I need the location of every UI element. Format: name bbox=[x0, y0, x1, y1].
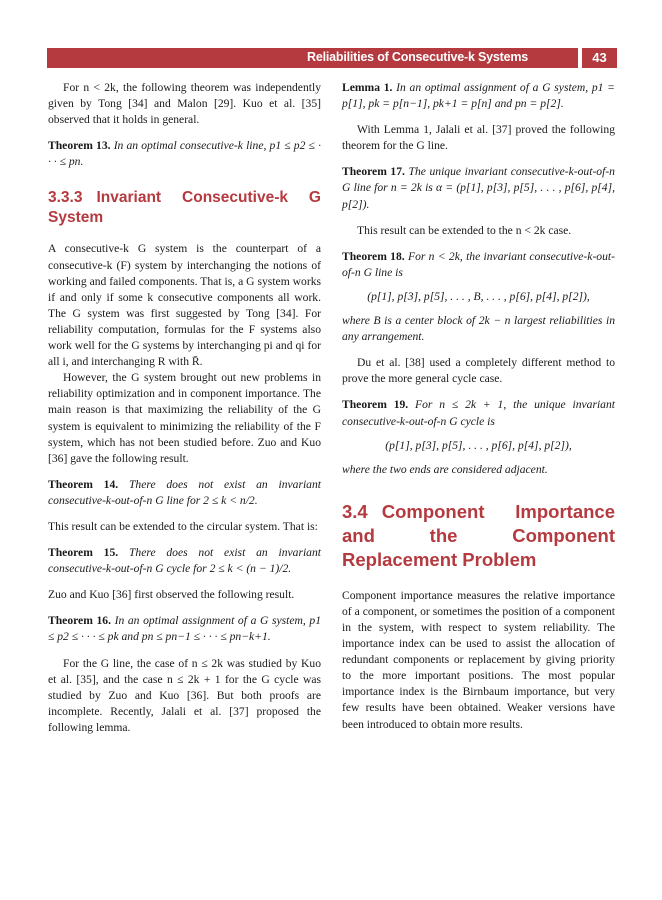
theorem-label: Theorem 14. bbox=[48, 477, 119, 491]
paragraph: With Lemma 1, Jalali et al. [37] proved the following theorem for the G line. bbox=[342, 123, 615, 153]
theorem-19 bbox=[342, 397, 615, 429]
theorem-text: There does not exist an invariant consecutive-k-out-of-n G cycle for 2 ≤ k < (n − 1)/2. bbox=[48, 546, 321, 576]
section-title: Component Importance and the Component Replacement Problem bbox=[342, 500, 615, 570]
lemma-1 bbox=[342, 80, 615, 112]
paragraph: Du et al. [38] used a completely different method to prove the more general cycle case. bbox=[342, 356, 615, 386]
theorem-label: Theorem 15. bbox=[48, 546, 119, 560]
left-column bbox=[48, 80, 321, 736]
theorem-text: In an optimal assignment of a G system, p1 ≤ p2 ≤ · · · ≤ pk and pn ≤ pn−1 ≤ · · · ≤ pn−k+1. bbox=[48, 614, 321, 644]
running-title: Reliabilities of Consecutive-k Systems bbox=[307, 50, 528, 64]
header-bar bbox=[47, 48, 578, 68]
theorem-text: The unique invariant consecutive-k-out-of-n G line for n = 2k is α = (p[1], p[3], p[5], . . . , p[6], p[4], p[2]). bbox=[342, 165, 615, 211]
paragraph: However, the G system brought out new problems in reliability optimization and in component importance. The main reason is that maximizing the reliability of the G system is equivalent to minimizing the reliability of the F system, which has not been studied before. Zuo and Kuo [36] gave the following result. bbox=[48, 371, 321, 465]
paragraph: A consecutive-k G system is the counterpart of a consecutive-k (F) system by interchanging the notions of working and failed components. That is, a G system works if and only if some k consecutive components all work. The G system was first suggested by Tong [34]. For reliability computation, formulas for the F systems also work well for the G systems by interchanging pi and qi for all i, and interchanging R with R̄. bbox=[48, 242, 321, 369]
theorem-16 bbox=[48, 613, 321, 645]
theorem-text: In an optimal consecutive-k line, p1 ≤ p2 ≤ · · · ≤ pn. bbox=[48, 139, 321, 169]
theorem-18 bbox=[342, 249, 615, 281]
section-number: 3.3.3 bbox=[48, 189, 83, 207]
paragraph: This result can be extended to the circular system. That is: bbox=[48, 519, 318, 533]
lemma-text: In an optimal assignment of a G system, p1 = p[1], pk = p[n−1], pk+1 = p[n] and pn = p[2]. bbox=[342, 81, 615, 111]
theorem-17 bbox=[342, 164, 615, 212]
paragraph: Zuo and Kuo [36] first observed the following result. bbox=[48, 588, 295, 602]
theorem-text: For n ≤ 2k + 1, the unique invariant consecutive-k-out-of-n G cycle is bbox=[342, 398, 615, 428]
page-number: 43 bbox=[582, 48, 617, 68]
section-number: 3.4 bbox=[342, 500, 368, 522]
theorem-label: Theorem 17. bbox=[342, 165, 405, 179]
theorem-continuation: where B is a center block of 2k − n largest reliabilities in any arrangement. bbox=[342, 314, 615, 344]
right-column bbox=[342, 80, 615, 733]
lemma-label: Lemma 1. bbox=[342, 81, 393, 94]
theorem-label: Theorem 13. bbox=[48, 139, 111, 153]
theorem-label: Theorem 16. bbox=[48, 614, 111, 628]
theorem-text: There does not exist an invariant consecutive-k-out-of-n G line for 2 ≤ k < n/2. bbox=[48, 477, 321, 507]
section-title: Invariant Consecutive-k G System bbox=[48, 189, 321, 226]
theorem-text: For n < 2k, the invariant consecutive-k-out-of-n G line is bbox=[342, 249, 615, 279]
paragraph: This result can be extended to the n < 2k case. bbox=[357, 223, 572, 237]
running-header bbox=[47, 48, 617, 68]
theorem-label: Theorem 18. bbox=[342, 249, 405, 263]
theorem-label: Theorem 19. bbox=[342, 398, 409, 412]
equation-19: (p[1], p[3], p[5], . . . , p[6], p[4], p[2]), bbox=[385, 438, 572, 452]
theorem-13 bbox=[48, 138, 321, 170]
equation-18: (p[1], p[3], p[5], . . . , B, . . . , p[6], p[4], p[2]), bbox=[367, 289, 590, 303]
section-heading-3-3-3 bbox=[48, 188, 321, 227]
theorem-15 bbox=[48, 545, 321, 577]
paragraph: Component importance measures the relative importance of a component, or sometimes the position of a component in the system, with respect to system reliability. The importance index can be used to assist the allocation of redundant components or replacement by giving priority to the more important positions. The most popular importance index is the Birnbaum importance, but very few results have been obtained. Weaker versions have been introduced to obtain more results. bbox=[342, 588, 615, 731]
theorem-14 bbox=[48, 477, 321, 509]
paragraph: For the G line, the case of n ≤ 2k was studied by Kuo et al. [35], and the case n ≤ 2k + 1 for the G cycle was studied by Zuo and Kuo [36]. But both proofs are incomplete. Recently, Jalali et al. [37] proposed the following lemma. bbox=[48, 656, 321, 734]
paragraph: For n < 2k, the following theorem was independently given by Tong [34] and Malon [29]. Kuo et al. [35] observed that it holds in general. bbox=[48, 81, 321, 127]
theorem-continuation: where the two ends are considered adjacent. bbox=[342, 462, 548, 476]
section-heading-3-4 bbox=[342, 500, 615, 572]
